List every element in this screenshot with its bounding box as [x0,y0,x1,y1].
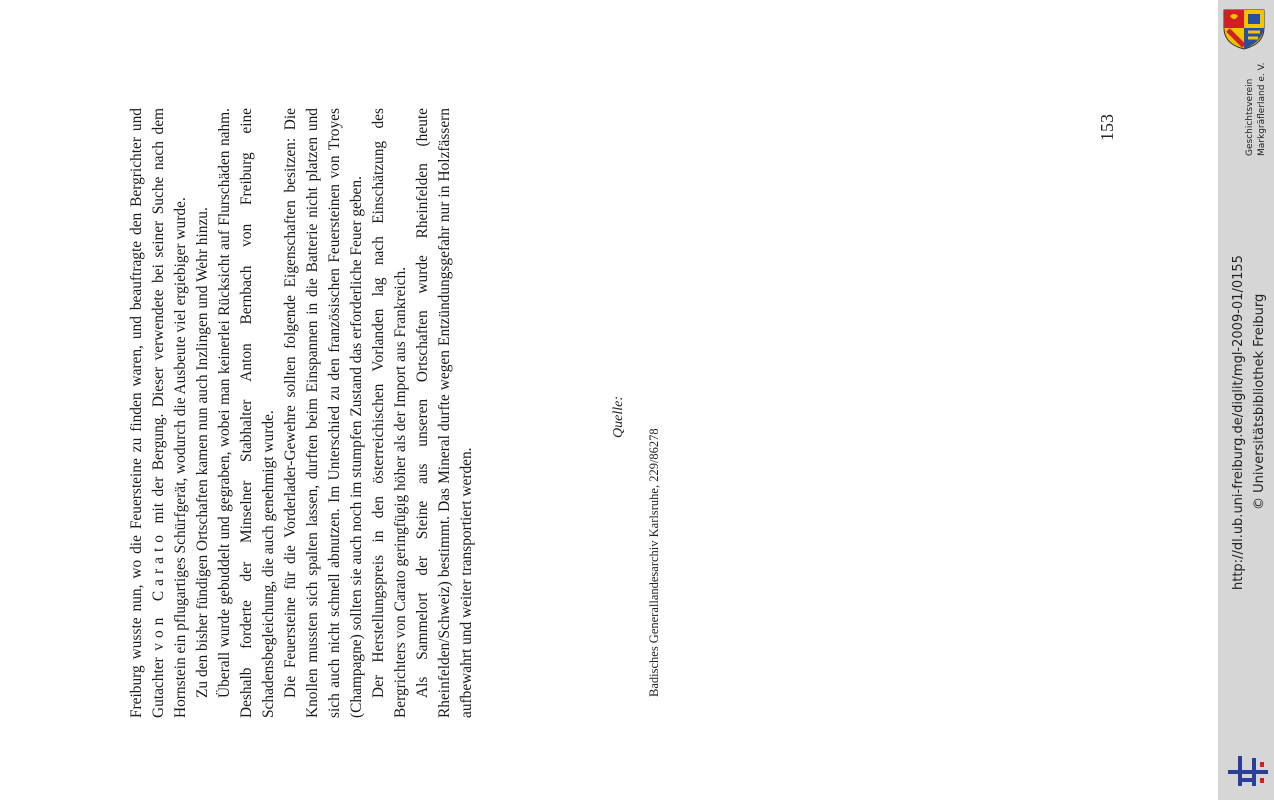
paragraph-6: Als Sammelort der Steine aus unseren Ortschaften wurde Rheinfelden (heute Rheinfelden/Schweiz) bestimmt. Das Mineral durfte wegen Entzündungsgefahr nur in Holzfässern aufbewahrt und weiter transportiert werden. [414,108,475,718]
university-library-logo-icon [1226,748,1270,788]
body-text [126,108,478,718]
carato-name: von Carato [150,530,167,651]
quelle-label: Quelle: [611,396,626,438]
page-number: 153 [1097,114,1117,141]
society-name: Geschichtsverein Markgräflerland e. V. [1245,62,1267,156]
permalink-url[interactable]: http://dl.ub.uni-freiburg.de/diglit/mgl-2009-01/0155 [1231,255,1246,590]
paragraph-2: Zu den bisher fündigen Ortschaften kamen nun auch Inzlingen und Wehr hinzu. [194,207,211,698]
society-crest-icon [1222,8,1266,50]
paragraph-4: Die Feuersteine für die Vorderlader-Gewehre sollten folgende Eigenschaften besitzen: Die Knollen mussten sich spalten lassen, durften beim Einspannen in die Batterie nicht platzen und sich auch nicht schnell abnutzen. Im Unterschied zu den französischen Feuersteinen von Troyes (Champagne) sollten sie auch noch im stumpfen Zustand das erforderliche Feuer geben. [282,108,365,718]
paragraph-1: Freiburg wusste nun, wo die Feuersteine zu finden waren, und beauftragte den Bergrichter und Gutachter von Carato mit der Bergung. Dieser verwendete bei seiner Suche nach dem Hornstein ein pflugartiges Schürfgerät, wodurch die Ausbeute viel ergiebiger wurde. [128,108,189,718]
source-citation: Badisches Generallandesarchiv Karlsruhe, 229/86278 [647,428,661,697]
paragraph-3: Überall wurde gebuddelt und gegraben, wobei man keinerlei Rücksicht auf Flurschäden nahm. Deshalb forderte der Minselner Stabhalter Anton Bernbach von Freiburg eine Schadensbegleichung, die auch genehmigt wurde. [216,108,277,718]
paragraph-5: Der Herstellungspreis in den österreichischen Vorlanden lag nach Einschätzung des Bergrichters von Carato geringfügig höher als der Import aus Frankreich. [370,108,409,718]
copyright-notice: © Universitätsbibliothek Freiburg [1252,293,1267,510]
